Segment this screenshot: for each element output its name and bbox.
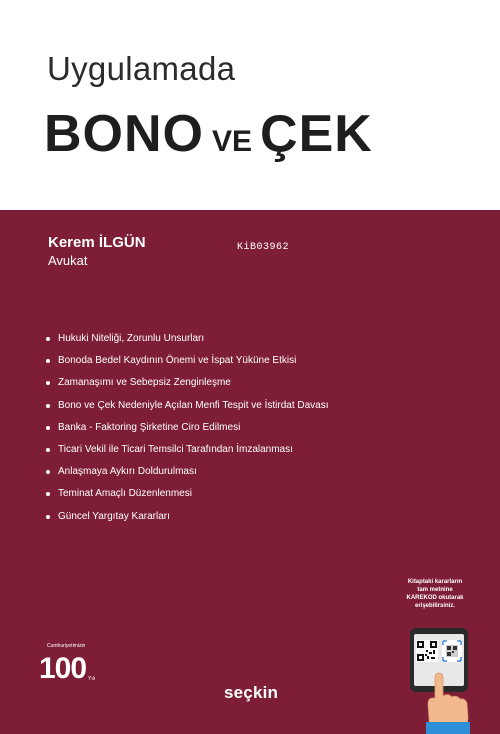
title-conjunction: VE [212,125,253,158]
qr-note-line: KAREKOD okutarak [406,595,464,601]
anniversary-suffix: Yılı [88,676,96,682]
topic-item: Zamanaşımı ve Sebepsiz Zenginleşme [46,377,329,399]
phone-illustration [400,626,480,734]
qr-code-icon [416,640,438,662]
book-subtitle: Uygulamada [47,50,236,87]
topic-item: Anlaşmaya Aykırı Doldurulması [46,466,329,488]
book-title [44,104,373,164]
anniversary-100-logo [37,640,109,684]
title-word-cek: ÇEK [260,105,373,163]
publisher-logo: seçkin [224,683,279,702]
title-word-bono: BONO [44,105,204,163]
topic-item: Hukuki Niteliği, Zorunlu Unsurları [46,333,329,355]
catalog-code: KiB03962 [237,242,290,253]
topic-item: Teminat Amaçlı Düzenlenmesi [46,488,329,510]
phone-icon [400,626,480,734]
author-name: Kerem İLGÜN [48,234,146,251]
topic-item: Ticari Vekil ile Ticari Temsilci Tarafından İmzalanması [46,444,329,466]
topic-list [46,333,329,533]
author-role: Avukat [48,253,88,268]
qr-note [404,578,466,610]
topic-item: Bonoda Bedel Kaydının Önemi ve İspat Yüküne Etkisi [46,355,329,377]
topic-item: Bono ve Çek Nedeniyle Açılan Menfi Tespit ve İstirdat Davası [46,400,329,422]
qr-note-line: Kitaptaki kararların [407,579,463,585]
anniversary-top-text: Cumhuriyetimizin [47,643,86,649]
anniversary-number: 100 [39,652,87,684]
topic-item: Banka - Faktoring Şirketine Ciro Edilmesi [46,422,329,444]
qr-note-line: tam metnine [417,587,453,593]
qr-note-line: erişebilirsiniz. [414,603,456,609]
topic-item: Güncel Yargıtay Kararları [46,511,329,533]
